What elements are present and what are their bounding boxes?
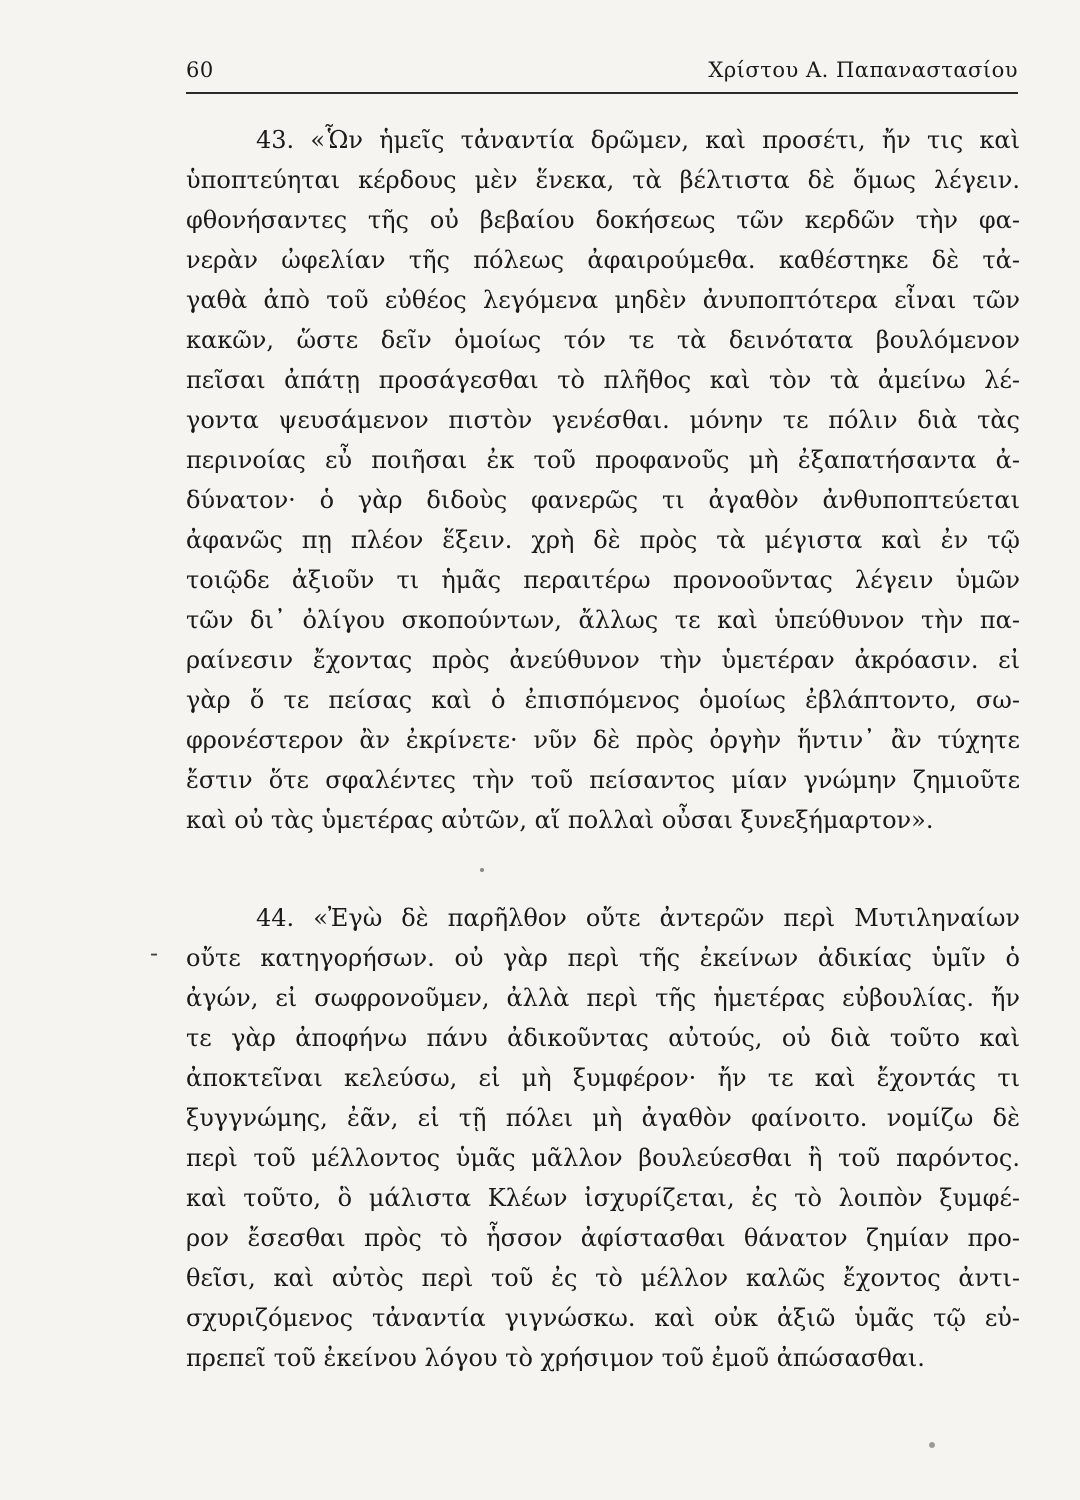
paragraph-44 <box>186 898 1020 1378</box>
text-line: περὶ τοῦ μέλλοντος ὑμᾶς μᾶλλον βουλεύεσθαι ἢ τοῦ παρόντος. <box>186 1144 1020 1172</box>
text-line: δύνατον· ὁ γὰρ διδοὺς φανερῶς τι ἀγαθὸν ἀνθυποπτεύεται <box>186 486 1020 514</box>
text-line: κακῶν, ὥστε δεῖν ὁμοίως τόν τε τὰ δεινότατα βουλόμενον <box>186 326 1020 354</box>
text-line: ξυγγνώμης, ἐᾶν, εἰ τῇ πόλει μὴ ἀγαθὸν φαίνοιτο. νομίζω δὲ <box>186 1104 1020 1132</box>
text-line: φρονέστερον ἂν ἐκρίνετε· νῦν δὲ πρὸς ὀργὴν ἥντιν᾽ ἂν τύχητε <box>186 726 1020 754</box>
text-line: σχυριζόμενος τἀναντία γιγνώσκω. καὶ οὐκ ἀξιῶ ὑμᾶς τῷ εὐ- <box>186 1304 1020 1332</box>
text-line: πεῖσαι ἀπάτῃ προσάγεσθαι τὸ πλῆθος καὶ τὸν τὰ ἀμείνω λέ- <box>186 366 1020 394</box>
text-line: οὔτε κατηγορήσων. οὐ γὰρ περὶ τῆς ἐκείνων ἀδικίας ὑμῖν ὁ <box>186 944 1020 972</box>
margin-mark: - <box>150 939 159 967</box>
text-line: πρεπεῖ τοῦ ἐκείνου λόγου τὸ χρήσιμον τοῦ ἐμοῦ ἀπώσασθαι. <box>186 1344 925 1372</box>
text-line: 43. «Ὧν ἡμεῖς τἀναντία δρῶμεν, καὶ προσέτι, ἤν τις καὶ <box>256 126 1020 154</box>
text-line: νερὰν ὠφελίαν τῆς πόλεως ἀφαιρούμεθα. καθέστηκε δὲ τἀ- <box>186 246 1020 274</box>
text-line: ἀφανῶς πῃ πλέον ἕξειν. χρὴ δὲ πρὸς τὰ μέγιστα καὶ ἐν τῷ <box>186 526 1020 554</box>
text-line: γαθὰ ἀπὸ τοῦ εὐθέος λεγόμενα μηδὲν ἀνυποπτότερα εἶναι τῶν <box>186 286 1020 314</box>
page-number: 60 <box>186 58 214 82</box>
text-line: ἀποκτεῖναι κελεύσω, εἰ μὴ ξυμφέρον· ἤν τε καὶ ἔχοντάς τι <box>186 1064 1020 1092</box>
text-line: 44. «Ἐγὼ δὲ παρῆλθον οὔτε ἀντερῶν περὶ Μυτιληναίων <box>256 904 1020 932</box>
body-text <box>186 120 1020 1378</box>
text-line: τοιῷδε ἀξιοῦν τι ἡμᾶς περαιτέρω προνοοῦντας λέγειν ὑμῶν <box>186 566 1020 594</box>
ink-speck <box>929 1442 935 1448</box>
text-line: τῶν δι᾽ ὀλίγου σκοπούντων, ἄλλως τε καὶ ὑπεύθυνον τὴν πα- <box>186 606 1020 634</box>
text-line: καὶ τοῦτο, ὃ μάλιστα Κλέων ἰσχυρίζεται, ἐς τὸ λοιπὸν ξυμφέ- <box>186 1184 1020 1212</box>
text-line: γὰρ ὅ τε πείσας καὶ ὁ ἐπισπόμενος ὁμοίως ἐβλάπτοντο, σω- <box>186 686 1020 714</box>
text-line: ἀγών, εἰ σωφρονοῦμεν, ἀλλὰ περὶ τῆς ἡμετέρας εὐβουλίας. ἤν <box>186 984 1020 1012</box>
text-line: ραίνεσιν ἔχοντας πρὸς ἀνεύθυνον τὴν ὑμετέραν ἀκρόασιν. εἰ <box>186 646 1020 674</box>
running-head <box>186 52 1018 94</box>
text-line: τε γὰρ ἀποφήνω πάνυ ἀδικοῦντας αὐτούς, οὐ διὰ τοῦτο καὶ <box>186 1024 1020 1052</box>
text-line: γοντα ψευσάμενον πιστὸν γενέσθαι. μόνην τε πόλιν διὰ τὰς <box>186 406 1020 434</box>
paragraph-43 <box>186 120 1020 840</box>
text-line: ὑποπτεύηται κέρδους μὲν ἕνεκα, τὰ βέλτιστα δὲ ὅμως λέγειν. <box>186 166 1020 194</box>
text-line: θεῖσι, καὶ αὐτὸς περὶ τοῦ ἐς τὸ μέλλον καλῶς ἔχοντος ἀντι- <box>186 1264 1020 1292</box>
paragraph-gap <box>186 840 1020 898</box>
text-line: ἔστιν ὅτε σφαλέντες τὴν τοῦ πείσαντος μίαν γνώμην ζημιοῦτε <box>186 766 1020 794</box>
text-line: φθονήσαντες τῆς οὐ βεβαίου δοκήσεως τῶν κερδῶν τὴν φα- <box>186 206 1020 234</box>
text-line: καὶ οὐ τὰς ὑμετέρας αὐτῶν, αἵ πολλαὶ οὖσαι ξυνεξήμαρτον». <box>186 806 934 834</box>
running-title: Χρίστου Α. Παπαναστασίου <box>708 58 1018 82</box>
text-line: ρον ἔσεσθαι πρὸς τὸ ἧσσον ἀφίστασθαι θάνατον ζημίαν προ- <box>186 1224 1020 1252</box>
text-line: περινοίας εὖ ποιῆσαι ἐκ τοῦ προφανοῦς μὴ ἐξαπατήσαντα ἀ- <box>186 446 1020 474</box>
